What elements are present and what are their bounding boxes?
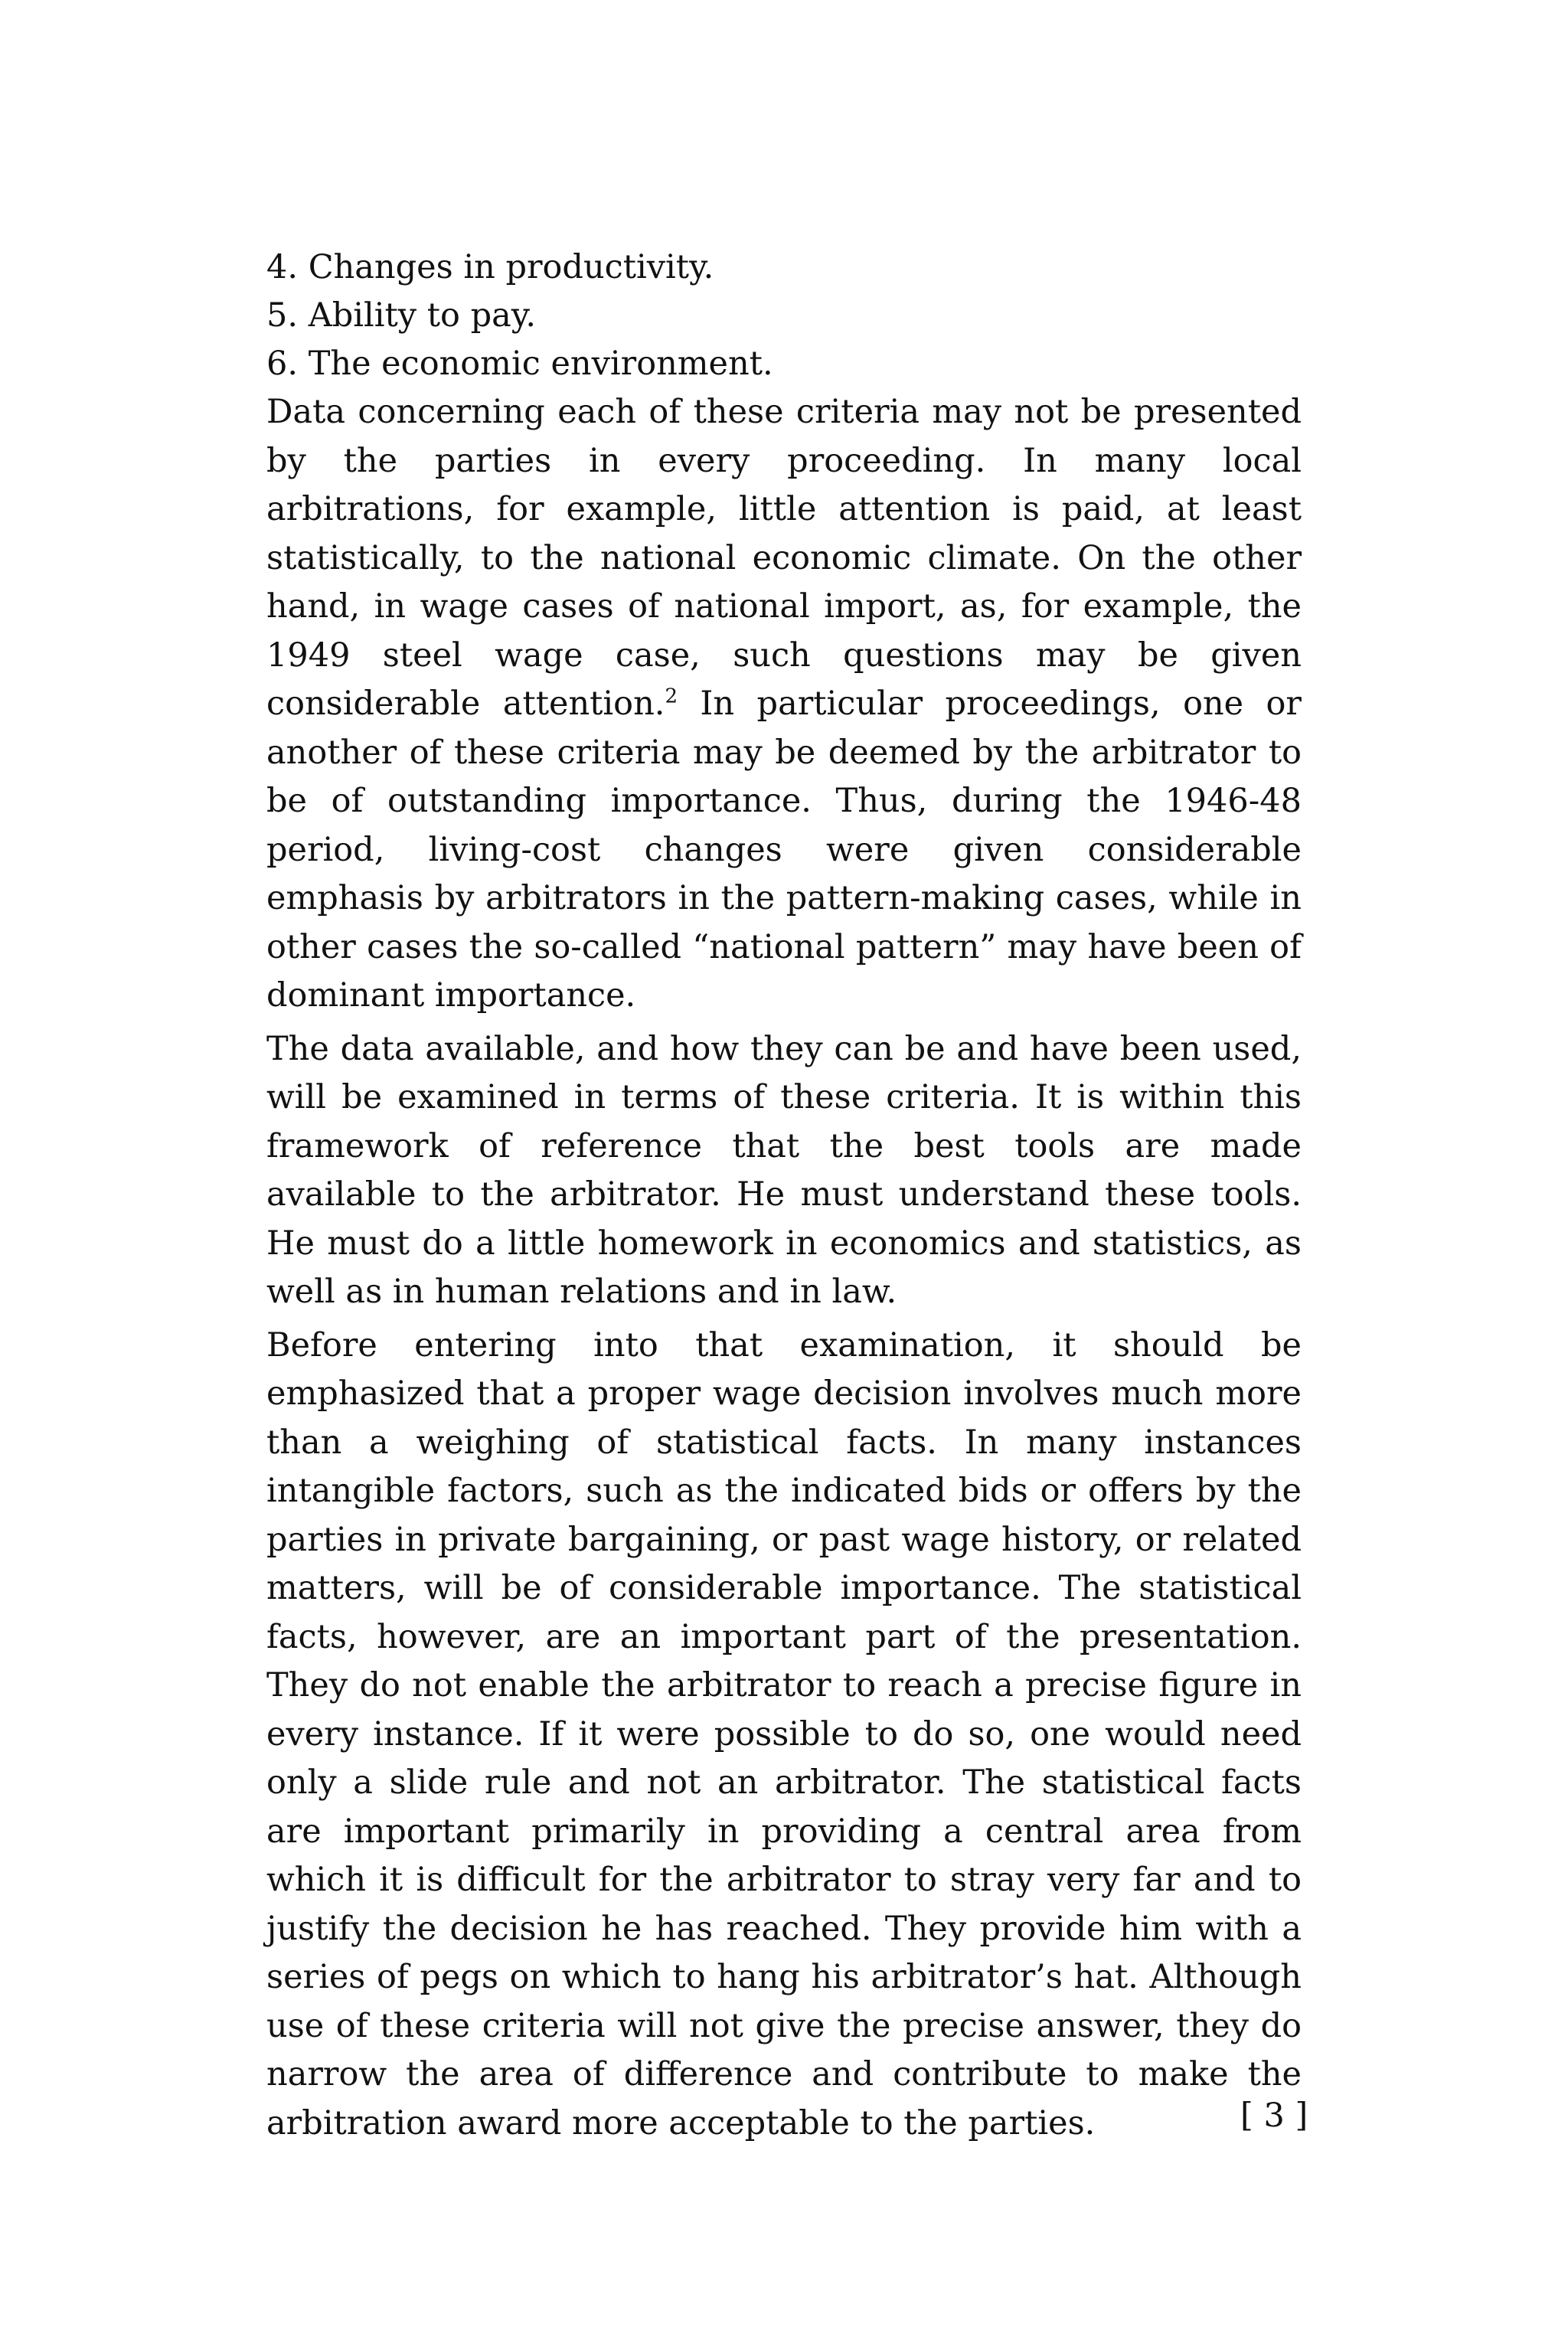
list-item-economic-environment: 6. The economic environment. [266,345,773,383]
paragraph-criteria-data [266,388,1302,1021]
list-item-productivity: 4. Changes in productivity. [266,248,714,286]
paragraph-data-available: The data available, and how they can be and have been used, will be examined in terms of these criteria. It is within this framework of reference that the best tools are made available to the arbitrator. He must understand these tools. He must do a little homework in economics and statistics, as well as in human relations and in law. [266,1029,1302,1311]
list-item-ability-to-pay: 5. Ability to pay. [266,296,537,335]
page-number: [ 3 ] [1240,2097,1308,2135]
footnote-reference: 2 [665,685,678,708]
paragraph-wage-decision: Before entering into that examination, it should be emphasized that a proper wage decision involves much more than a weighing of statistical facts. In many instances intangible factors, such as the indicated bids or offers by the parties in private bargaining, or past wage history, or related matters, will be of considerable importance. The statistical facts, however, are an important part of the presentation. They do not enable the arbitrator to reach a precise figure in every instance. If it were possible to do so, one would need only a slide rule and not an arbitrator. The statistical facts are important primarily in providing a central area from which it is difficult for the arbitrator to stray very far and to justify the decision he has reached. They provide him with a series of pegs on which to hang his arbitrator’s hat. Although use of these criteria will not give the precise answer, they do narrow the area of difference and contribute to make the arbitration award more acceptable to the parties. [266,1325,1302,2142]
paragraph-text: Data concerning each of these criteria may not be presented by the parties in every proceeding. In many local arbitrations, for example, little attention is paid, at least statistically, to the national economic climate. On the other hand, in wage cases of national import, as, for example, the 1949 steel wage case, such questions may be given considerable attention. [266,393,1302,723]
page-body [266,243,1302,2148]
paragraph-text: In particular proceedings, one or another of these criteria may be deemed by the arbitrator to be of outstanding importance. Thus, during the 1946-48 period, living-cost changes were given considerable emphasis by arbitrators in the pattern-making cases, while in other cases the so-called “national pattern” may have been of dominant importance. [266,685,1302,1015]
